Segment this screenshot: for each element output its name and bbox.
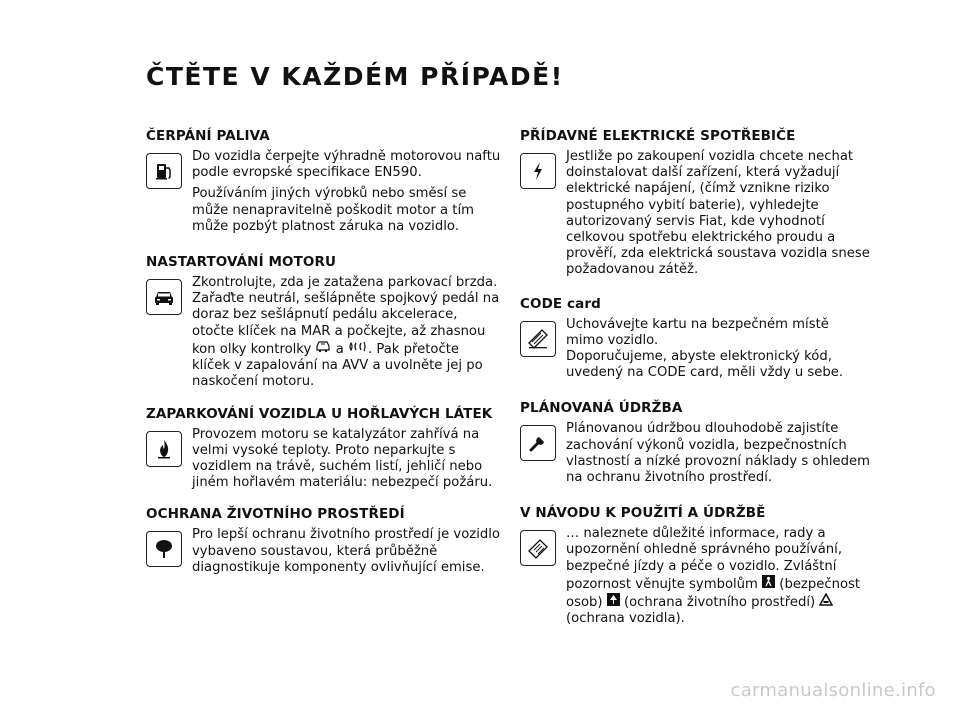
page-title: ČTĚTE V KAŽDÉM PŘÍPADĚ!: [146, 62, 564, 91]
electric-row: [520, 149, 870, 284]
section-fuel: [146, 128, 501, 240]
fuel-row: [146, 149, 501, 240]
electric-text: [566, 149, 870, 284]
environment-paragraph: Pro lepší ochranu životního prostředí je vozidlo vybaveno soustavou, která průběžně diagnostikuje komponenty ovlivňující emise.: [192, 527, 500, 575]
left-column: [146, 128, 501, 581]
electric-heading: PŘÍDAVNÉ ELEKTRICKÉ SPOTŘEBIČE: [520, 128, 796, 144]
section-electric: [520, 128, 870, 284]
fuel-paragraph-1: Do vozidla čerpejte výhradně motorovou naftu podle evropské specifikace EN590.: [192, 149, 501, 181]
diagnostic-lamp-icon: [315, 340, 331, 358]
maintenance-paragraph: Plánovanou údržbou dlouhodobě zajistíte zachování výkonů vozidla, bezpečnostních vlastností a nízké provozní náklady s ohledem na ochranu životního prostředí.: [566, 421, 870, 486]
environment-heading: OCHRANA ŽIVOTNÍHO PROSTŘEDÍ: [146, 506, 405, 523]
section-start: [146, 254, 501, 396]
manual-text-b: (bezpečnost osob): [566, 576, 861, 611]
vehicle-protection-icon: [819, 593, 833, 611]
environment-protection-icon: [607, 593, 620, 611]
start-text: [192, 275, 501, 396]
manual-text: [566, 526, 870, 632]
code-card-paragraph-1: Uchovávejte kartu na bezpečném místě mimo vozidlo.: [566, 316, 829, 348]
person-safety-icon: [762, 575, 775, 593]
maintenance-text: [566, 421, 870, 491]
manual-book-icon: [520, 530, 556, 566]
code-card-row: [520, 317, 870, 387]
parking-row: [146, 427, 501, 497]
code-card-heading: CODE card: [520, 295, 601, 312]
start-heading: NASTARTOVÁNÍ MOTORU: [146, 254, 337, 271]
start-row: [146, 275, 501, 396]
fuel-pump-icon: [146, 153, 182, 189]
manual-text-c: (ochrana životního prostředí): [623, 595, 816, 611]
right-column: [520, 128, 870, 633]
manual-paragraph: [566, 526, 870, 627]
start-text-b: a: [335, 341, 344, 357]
parking-paragraph: Provozem motoru se katalyzátor zahřívá na velmi vysoké teploty. Proto neparkujte s vozidlem na trávě, suchém listí, jehličí nebo jiném hořlavém materiálu: nebezpečí požáru.: [192, 426, 493, 491]
start-text-a: Zkontrolujte, zda je zatažena parkovací brzda. Zařaďte neutrál, sešlápněte spojkový pedál na doraz bez sešlápnutí pedálu akcelerace, otočte klíček na MAR a počkejte, až zhasnou kon olky kontrolky: [192, 275, 500, 357]
section-maintenance: [520, 400, 870, 491]
fuel-text: [192, 149, 501, 240]
start-text-c: . Pak přetočte klíček v zapalování na AVV a uvolněte jej po naskočení motoru.: [192, 341, 483, 390]
parking-heading: ZAPARKOVÁNÍ VOZIDLA U HOŘLAVÝCH LÁTEK: [146, 405, 493, 422]
code-card-icon: [520, 321, 556, 357]
environment-text: [192, 527, 501, 581]
tree-icon: [146, 531, 182, 567]
manual-row: [520, 526, 870, 632]
environment-row: [146, 527, 501, 581]
section-manual: [520, 505, 870, 632]
lightning-icon: [520, 153, 556, 189]
maintenance-row: [520, 421, 870, 491]
start-paragraph: [192, 275, 501, 391]
manual-text-d: (ochrana vozidla).: [566, 611, 685, 627]
fuel-heading: ČERPÁNÍ PALIVA: [146, 128, 270, 144]
section-code-card: [520, 296, 870, 387]
code-card-paragraph-2: Doporučujeme, abyste elektronický kód, uvedený na CODE card, měli vždy u sebe.: [566, 349, 844, 381]
electric-paragraph: Jestliže po zakoupení vozidla chcete nechat doinstalovat další zařízení, která vyžadují elektrické napájení, (čímž vznikne riziko postupného vybití baterie), vyhledejte autorizovaný servis Fiat, kde vyhodnotí celkovou spotřebu elektrického proudu a prověří, zda elektrická soustava vozidla snese požadovanou zátěž.: [566, 149, 870, 278]
glow-plug-icon: [348, 340, 368, 358]
code-card-text: [566, 317, 870, 387]
fuel-paragraph-2: Používáním jiných výrobků nebo směsí se může nenapravitelně poškodit motor a tím může pozbýt platnost záruka na vozidlo.: [192, 186, 474, 234]
section-parking: [146, 406, 501, 497]
maintenance-heading: PLÁNOVANÁ ÚDRŽBA: [520, 400, 683, 417]
manual-text-a: … naleznete důležité informace, rady a upozornění ohledně správného používání, bezpečné jízdy a péče o vozidlo. Zvláštní pozornost věnujte symbolům: [566, 526, 843, 592]
wrench-icon: [520, 425, 556, 461]
car-icon: [146, 279, 182, 315]
fire-icon: [146, 431, 182, 467]
section-environment: [146, 506, 501, 581]
manual-heading: V NÁVODU K POUŽITÍ A ÚDRŽBĚ: [520, 505, 766, 522]
parking-text: [192, 427, 501, 497]
watermark: carmanualsonline.info: [730, 680, 936, 701]
